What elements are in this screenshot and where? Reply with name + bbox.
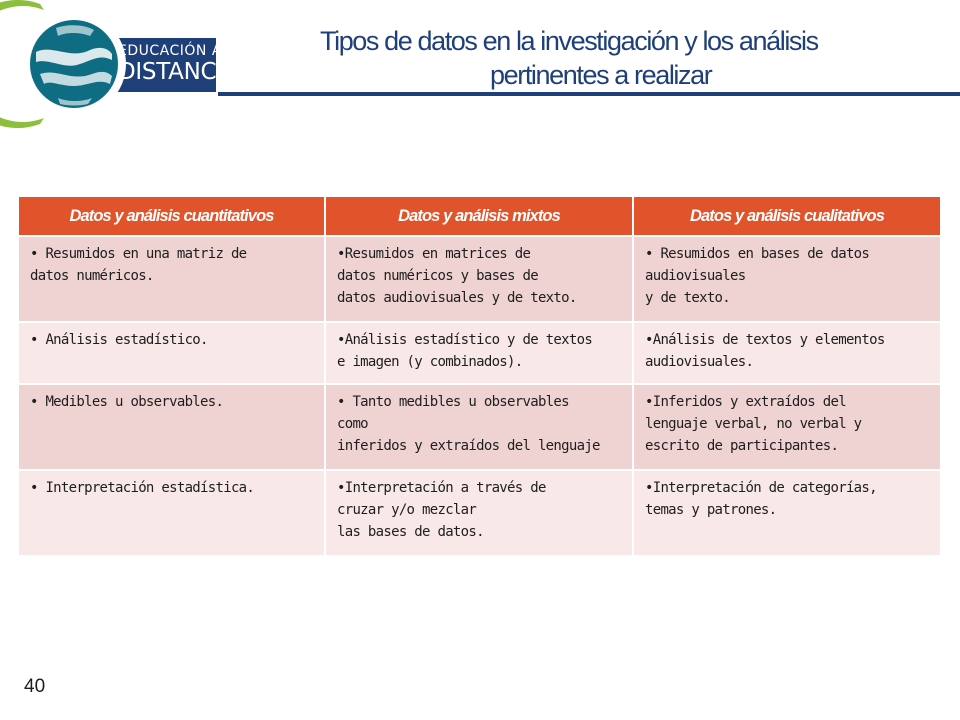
table-row	[19, 237, 940, 323]
header-mixed: Datos y análisis mixtos	[326, 197, 632, 237]
table-cell: • Resumidos en bases de datos audiovisuales y de texto.	[634, 237, 940, 323]
table-cell: •Análisis estadístico y de textos e imagen (y combinados).	[326, 323, 632, 385]
table-header-row	[19, 197, 940, 237]
slide-title-line2: pertinentes a realizar	[490, 60, 712, 90]
table-row	[19, 385, 940, 471]
comparison-table	[17, 197, 942, 557]
table-cell: • Tanto medibles u observables como inferidos y extraídos del lenguaje	[326, 385, 632, 471]
slide-title	[220, 24, 940, 92]
table-cell: •Inferidos y extraídos del lenguaje verbal, no verbal y escrito de participantes.	[634, 385, 940, 471]
slide-title-line1: Tipos de datos en la investigación y los análisis	[320, 26, 818, 56]
table-row	[19, 471, 940, 557]
table-cell: •Análisis de textos y elementos audiovisuales.	[634, 323, 940, 385]
logo	[0, 0, 239, 128]
logo-text-line2: DISTANCIA	[118, 59, 239, 85]
table-cell: •Resumidos en matrices de datos numéricos y bases de datos audiovisuales y de texto.	[326, 237, 632, 323]
table-cell: • Análisis estadístico.	[19, 323, 324, 385]
table-cell: • Medibles u observables.	[19, 385, 324, 471]
table-cell: •Interpretación a través de cruzar y/o mezclar las bases de datos.	[326, 471, 632, 557]
title-underline	[218, 92, 960, 96]
table-cell: •Interpretación de categorías, temas y patrones.	[634, 471, 940, 557]
header-quantitative: Datos y análisis cuantitativos	[19, 197, 324, 237]
table-row	[19, 323, 940, 385]
table-cell: • Resumidos en una matriz de datos numéricos.	[19, 237, 324, 323]
page-number: 40	[24, 676, 46, 697]
table-cell: • Interpretación estadística.	[19, 471, 324, 557]
logo-text-line1: EDUCACIÓN A	[118, 43, 222, 59]
header-qualitative: Datos y análisis cualitativos	[634, 197, 940, 237]
